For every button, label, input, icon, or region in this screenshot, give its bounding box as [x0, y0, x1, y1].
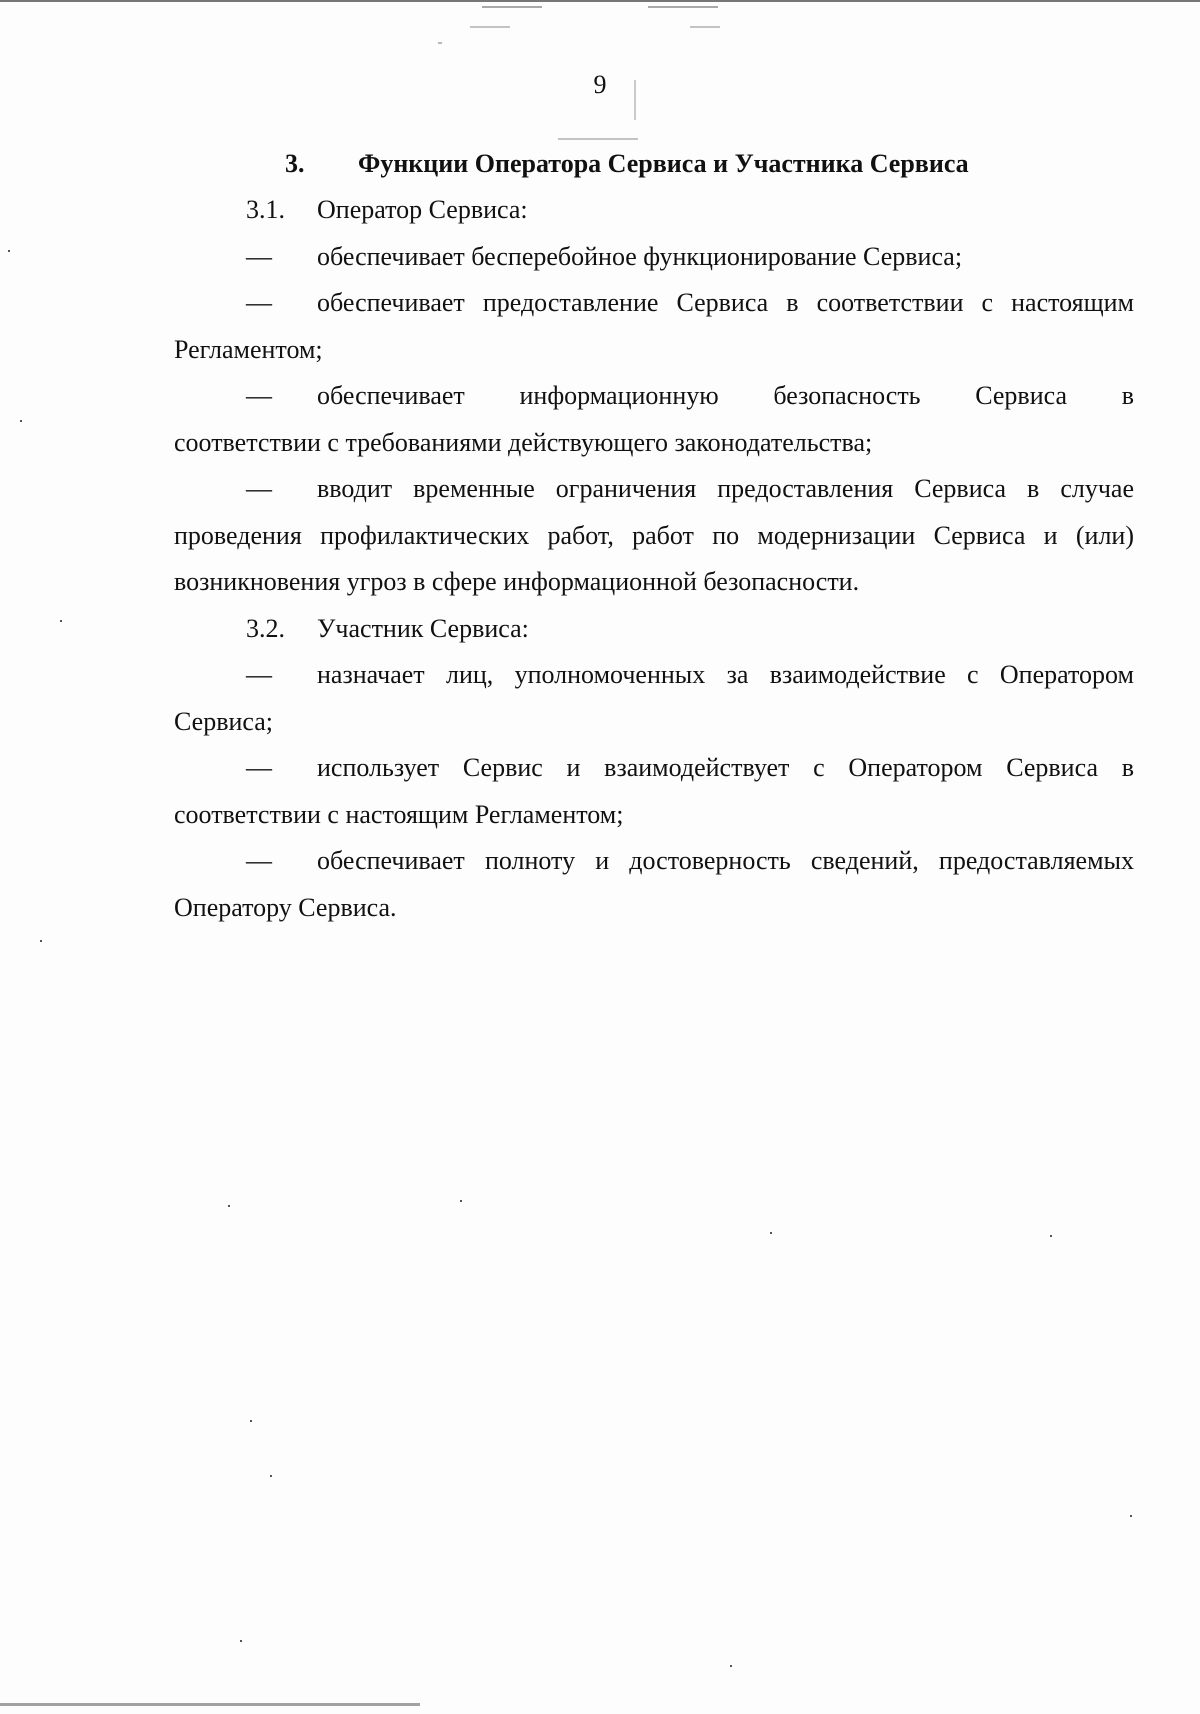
- clause-title: Оператор Сервиса:: [317, 195, 528, 224]
- dash-marker: —: [246, 846, 272, 875]
- list-item: [174, 838, 1134, 931]
- list-item: [174, 652, 1134, 745]
- list-item: [174, 466, 1134, 606]
- dash-marker: —: [246, 474, 272, 503]
- list-item: [174, 234, 1134, 281]
- dash-marker: —: [246, 241, 272, 271]
- list-item: [174, 373, 1134, 466]
- list-item: [174, 745, 1134, 838]
- item-line: Оператору Сервиса.: [174, 892, 397, 922]
- item-line: соответствии с настоящим Регламентом;: [174, 799, 624, 829]
- item-line: обеспечивает предоставление Сервиса в соответствии с настоящим: [317, 288, 1134, 317]
- item-line: обеспечивает бесперебойное функционирование Сервиса;: [317, 241, 963, 271]
- clause-number: 3.2.: [246, 613, 285, 643]
- item-line: возникновения угроз в сфере информационной безопасности.: [174, 567, 860, 596]
- dash-marker: —: [246, 753, 272, 782]
- list-item: [174, 280, 1134, 373]
- dash-marker: —: [246, 660, 272, 689]
- item-line: назначает лиц, уполномоченных за взаимодействие с Оператором: [317, 660, 1134, 689]
- section-heading: [0, 147, 1200, 181]
- clause-header: [174, 187, 1134, 234]
- item-line: проведения профилактических работ, работ по модернизации Сервиса и (или): [174, 520, 1134, 550]
- page-number: 9: [593, 70, 607, 99]
- dash-marker: —: [246, 288, 272, 317]
- item-line: обеспечивает информационную безопасность Сервиса в: [317, 381, 1134, 410]
- section-number: 3.: [285, 149, 305, 178]
- item-line: вводит временные ограничения предоставления Сервиса в случае: [317, 474, 1134, 503]
- dash-marker: —: [246, 381, 272, 410]
- clause-3-1: [174, 187, 1134, 931]
- item-line: соответствии с требованиями действующего законодательства;: [174, 427, 873, 457]
- clause-header: [174, 606, 1134, 653]
- clause-number: 3.1.: [246, 195, 285, 224]
- clause-title: Участник Сервиса:: [317, 613, 529, 643]
- item-line: Регламентом;: [174, 334, 323, 364]
- item-line: Сервиса;: [174, 706, 274, 736]
- item-line: использует Сервис и взаимодействует с Оператором Сервиса в: [317, 753, 1134, 782]
- item-line: обеспечивает полноту и достоверность сведений, предоставляемых: [317, 846, 1134, 875]
- section-title: Функции Оператора Сервиса и Участника Сервиса: [358, 149, 969, 178]
